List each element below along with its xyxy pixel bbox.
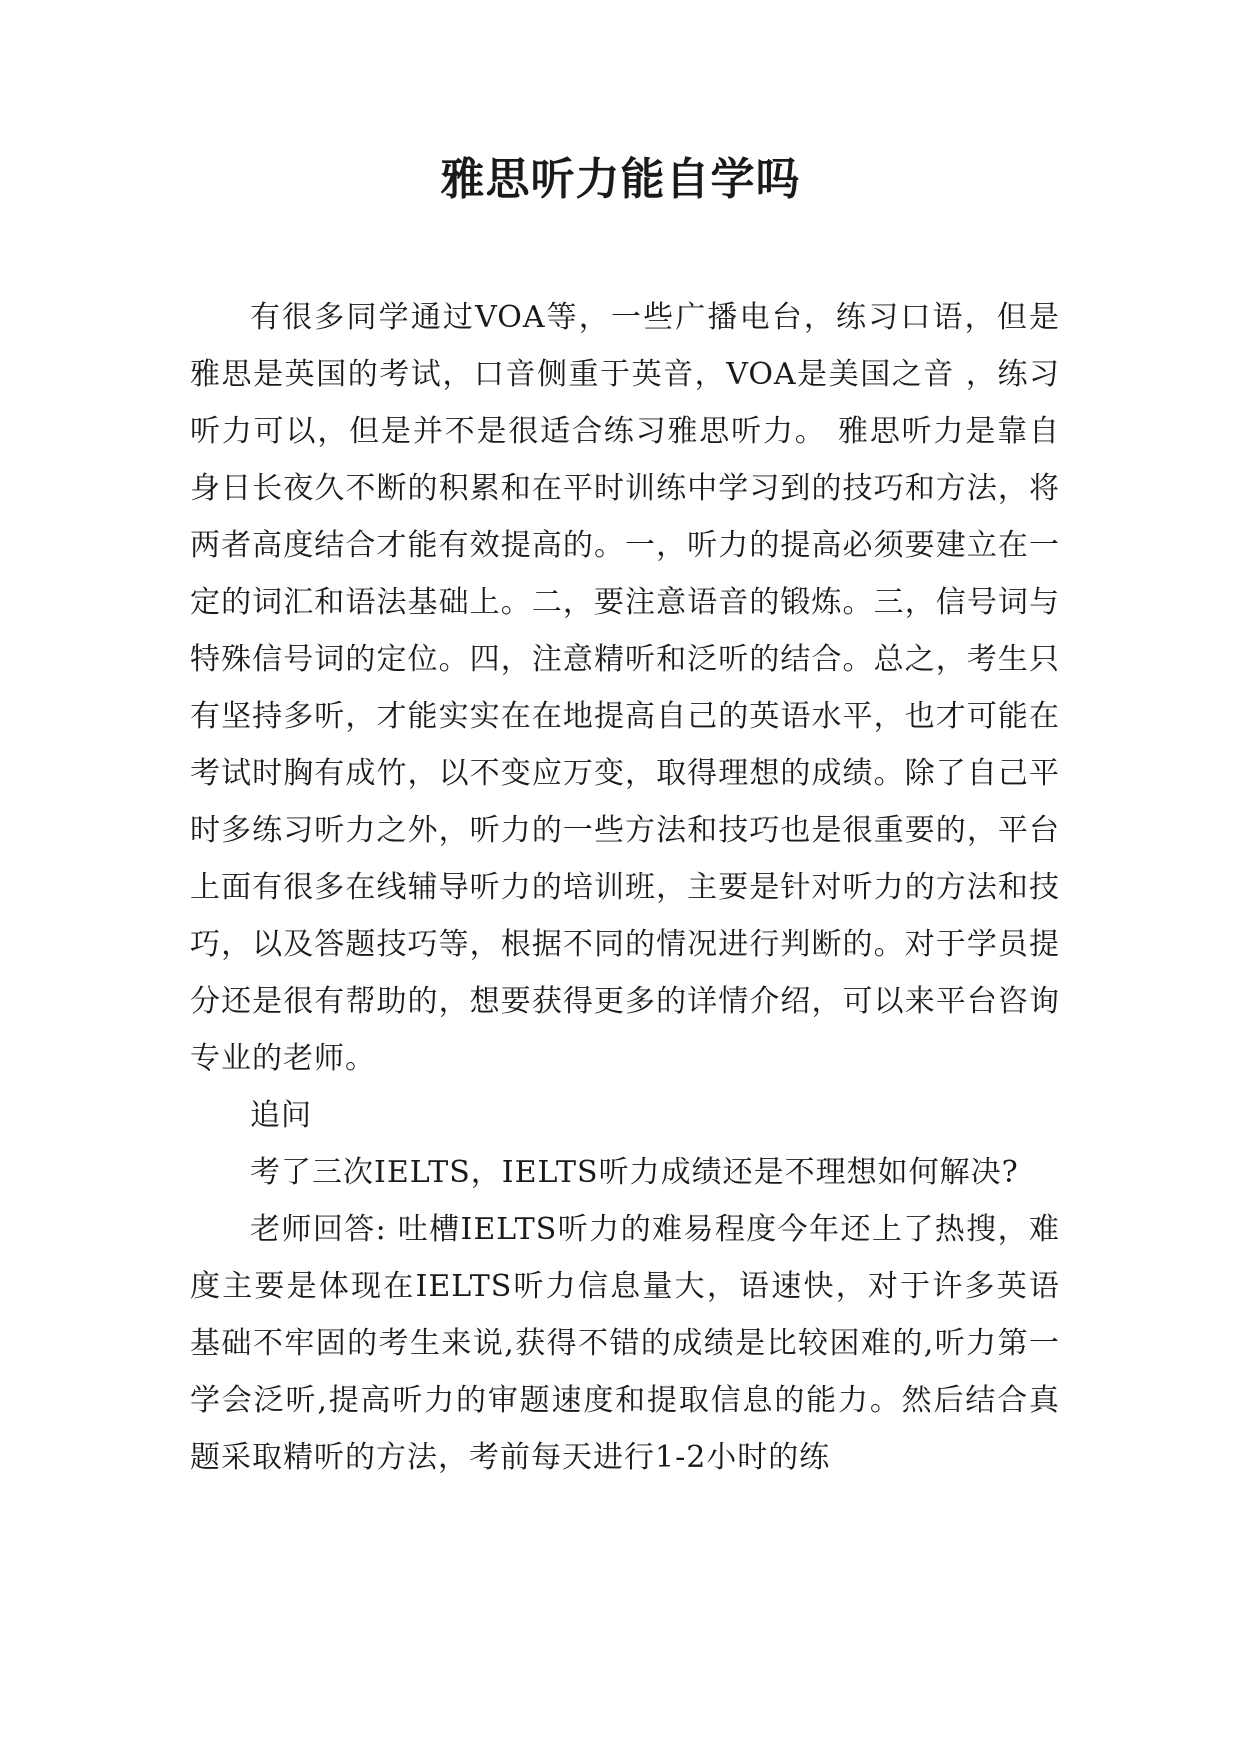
document-title: 雅思听力能自学吗 [440, 154, 801, 205]
body-paragraph-main: 有很多同学通过VOA等，一些广播电台，练习口语，但是雅思是英国的考试，口音侧重于英音，VOA是美国之音 ，练习听力可以，但是并不是很适合练习雅思听力。 雅思听力是靠自身日长夜久不断的积累和在平时训练中学习到的技巧和方法，将两者高度结合才能有效提高的。一，听力的提高必须要建立在一定的词汇和语法基础上。二，要注意语音的锻炼。三，信号词与特殊信号词的定位。四，注意精听和泛听的结合。总之，考生只有坚持多听，才能实实在在地提高自己的英语水平，也才可能在考试时胸有成竹，以不变应万变，取得理想的成绩。除了自己平时多练习听力之外，听力的一些方法和技巧也是很重要的，平台上面有很多在线辅导听力的培训班，主要是针对听力的方法和技巧，以及答题技巧等，根据不同的情况进行判断的。对于学员提分还是很有帮助的，想要获得更多的详情介绍，可以来平台咨询专业的老师。 [190, 300, 1060, 1076]
teacher-answer: 老师回答: 吐槽IELTS听力的难易程度今年还上了热搜，难度主要是体现在IELTS听力信息量大，语速快，对于许多英语基础不牢固的考生来说,获得不错的成绩是比较困难的,听力第一学会泛听,提高听力的审题速度和提取信息的能力。然后结合真题采取精听的方法，考前每天进行1-2小时的练 [190, 1212, 1060, 1475]
document-body [190, 289, 1060, 1486]
follow-up-label: 追问 [250, 1098, 312, 1133]
follow-up-question: 考了三次IELTS，IELTS听力成绩还是不理想如何解决? [250, 1155, 1019, 1190]
